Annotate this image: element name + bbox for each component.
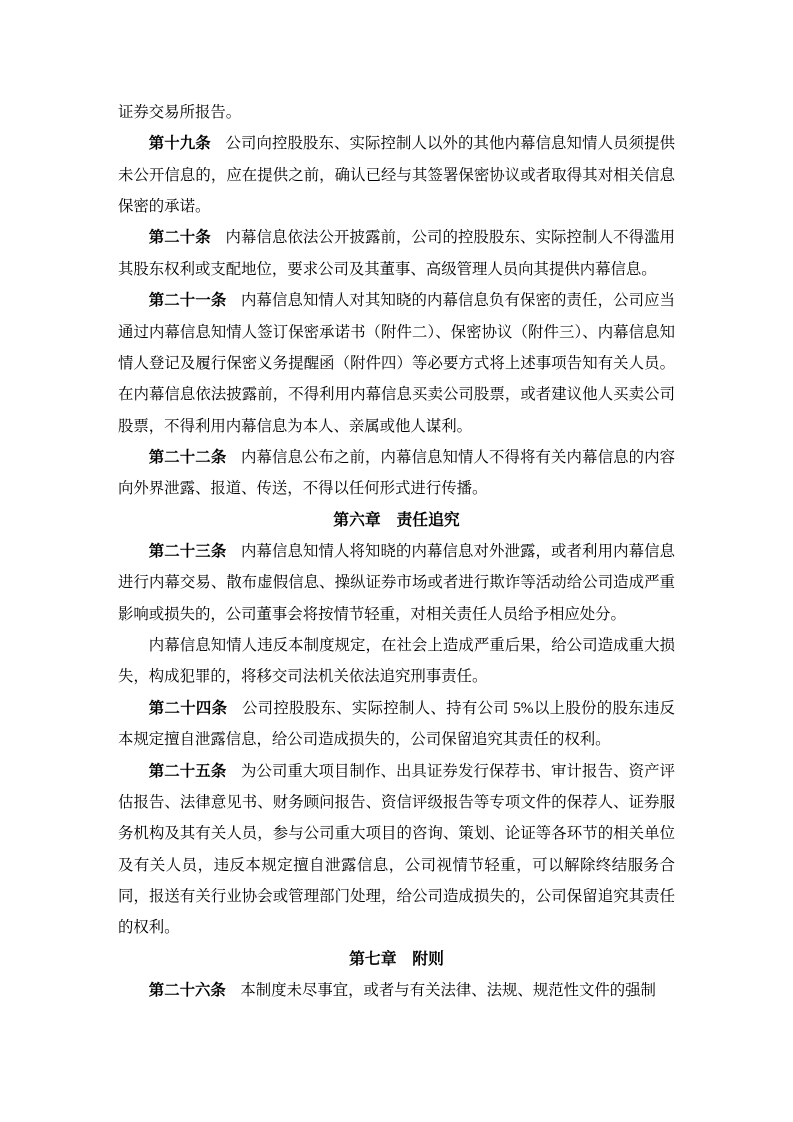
paragraph-article-21: [118, 285, 675, 442]
paragraph-text: 公司控股股东、实际控制人、持有公司 5%以上股份的股东违反本规定擅自泄露信息，给公司造成损失的，公司保留追究其责任的权利。: [118, 699, 675, 749]
paragraph-article-23: [118, 536, 675, 630]
chapter-heading-7: 第七章 附则: [349, 950, 444, 968]
paragraph-text: 公司向控股股东、实际控制人以外的其他内幕信息知情人员须提供未公开信息的，应在提供之前，确认已经与其签署保密协议或者取得其对相关信息保密的承诺。: [118, 135, 675, 216]
article-number: 第二十六条: [148, 982, 226, 1000]
paragraph-text: 本制度未尽事宜，或者与有关法律、法规、规范性文件的强制: [240, 982, 656, 1000]
article-number: 第二十四条: [148, 699, 228, 717]
paragraph-text: 证券交易所报告。: [118, 104, 242, 121]
article-number: 第二十二条: [148, 448, 227, 466]
paragraph-text: 内幕信息公布之前，内幕信息知情人不得将有关内幕信息的内容向外界泄露、报道、传送，不得以任何形式进行传播。: [118, 448, 675, 498]
paragraph-body: [118, 630, 675, 693]
article-number: 第二十条: [148, 229, 211, 247]
paragraph-text: 为公司重大项目制作、出具证券发行保荐书、审计报告、资产评估报告、法律意见书、财务顾问报告、资信评级报告等专项文件的保荐人、证券服务机构及其有关人员，参与公司重大项目的咨询、策划、论证等各环节的相关单位及有关人员，违反本规定擅自泄露信息，公司视情节轻重，可以解除终结服务合同，报送有关行业协会或管理部门处理，给公司造成损失的，公司保留追究其责任的权利。: [118, 762, 675, 937]
article-number: 第二十三条: [148, 543, 227, 561]
paragraph-article-20: [118, 222, 675, 285]
paragraph-article-26: [118, 975, 675, 1006]
paragraph-article-19: [118, 128, 675, 222]
document-body: [118, 97, 675, 1006]
paragraph-text: 内幕信息知情人对其知晓的内幕信息负有保密的责任，公司应当通过内幕信息知情人签订保密承诺书（附件二）、保密协议（附件三）、内幕信息知情人登记及履行保密义务提醒函（附件四）等必要方式将上述事项告知有关人员。在内幕信息依法披露前，不得利用内幕信息买卖公司股票，或者建议他人买卖公司股票，不得利用内幕信息为本人、亲属或他人谋利。: [118, 292, 675, 435]
chapter-heading-6: 第六章 责任追究: [333, 511, 460, 529]
paragraph-article-25: [118, 756, 675, 944]
paragraph-text: 内幕信息依法公开披露前，公司的控股股东、实际控制人不得滥用其股东权利或支配地位，要求公司及其董事、高级管理人员向其提供内幕信息。: [118, 229, 675, 278]
article-number: 第二十一条: [148, 292, 227, 310]
paragraph-text: 内幕信息知情人违反本制度规定，在社会上造成严重后果，给公司造成重大损失，构成犯罪的，将移交司法机关依法追究刑事责任。: [118, 637, 675, 686]
paragraph-text: 内幕信息知情人将知晓的内幕信息对外泄露，或者利用内幕信息进行内幕交易、散布虚假信息、操纵证券市场或者进行欺诈等活动给公司造成严重影响或损失的，公司董事会将按情节轻重，对相关责任人员给予相应处分。: [118, 543, 675, 623]
paragraph-article-24: [118, 693, 675, 756]
article-number: 第十九条: [148, 135, 211, 153]
paragraph-article-22: [118, 442, 675, 505]
article-number: 第二十五条: [148, 762, 227, 780]
paragraph-continuation: [118, 97, 675, 128]
